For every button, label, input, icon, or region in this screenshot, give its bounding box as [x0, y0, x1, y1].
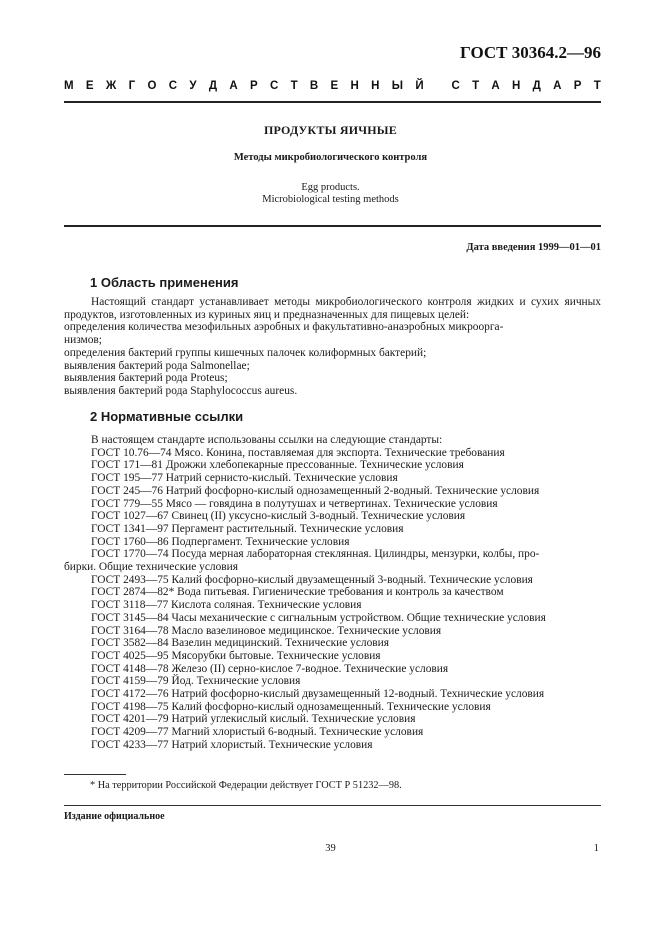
reference-item: ГОСТ 3582—84 Вазелин медицинский. Технические условия [91, 637, 389, 650]
banner-letter: Р [573, 80, 582, 92]
banner-letter: Т [290, 80, 298, 92]
document-title: ПРОДУКТЫ ЯИЧНЫЕ [264, 123, 397, 137]
sheet-number: 1 [593, 843, 599, 854]
banner-letter: С [168, 80, 178, 92]
section-1-item: определения бактерий группы кишечных палочек колиформных бактерий; [64, 346, 427, 359]
banner-letter: Ж [105, 80, 117, 92]
reference-item: ГОСТ 2874—82* Вода питьевая. Гигиенические требования и контроль за качеством [91, 586, 504, 599]
reference-item: ГОСТ 4209—77 Магний хлористый 6-водный. Технические условия [91, 726, 424, 739]
section-1-item: низмов; [64, 334, 102, 347]
document-subtitle: Методы микробиологического контроля [233, 152, 428, 163]
banner-letter: Е [85, 80, 94, 92]
reference-item: ГОСТ 3118—77 Кислота соляная. Технические условия [91, 599, 362, 612]
reference-item: ГОСТ 4201—79 Натрий углекислый кислый. Технические условия [91, 713, 416, 726]
footnote-rule [64, 774, 126, 775]
banner-letter: Д [208, 80, 218, 92]
banner-letter: Т [472, 80, 480, 92]
reference-item: ГОСТ 4148—78 Железо (II) серно-кислое 7-водное. Технические условия [91, 662, 449, 675]
banner-letter: Н [350, 80, 359, 92]
section-1-item: выявления бактерий рода Staphylococcus aureus. [64, 384, 298, 397]
reference-item-continuation: бирки. Общие технические условия [64, 561, 238, 574]
section-2-heading: 2 Нормативные ссылки [90, 409, 244, 424]
section-2-intro: В настоящем стандарте использованы ссылки на следующие стандарты: [91, 434, 443, 446]
reference-item: ГОСТ 3145—84 Часы механические с сигнальным устройством. Общие технические условия [91, 611, 546, 624]
reference-item: ГОСТ 3164—78 Масло вазелиновое медицинское. Технические условия [91, 624, 442, 637]
section-1-item: выявления бактерий рода Proteus; [64, 372, 228, 385]
banner-letter: Н [371, 80, 380, 92]
reference-item: ГОСТ 4172—76 Натрий фосфорно-кислый двузамещенный 12-водный. Технические условия [91, 688, 545, 701]
reference-item: ГОСТ 4159—79 Йод. Технические условия [91, 675, 301, 688]
banner-letter: Й [415, 80, 424, 92]
reference-item: ГОСТ 4198—75 Калий фосфорно-кислый однозамещенный. Технические условия [91, 700, 491, 713]
reference-item: ГОСТ 4025—95 Мясорубки бытовые. Технические условия [91, 649, 381, 662]
reference-item: ГОСТ 1760—86 Подпергамент. Технические условия [91, 535, 350, 548]
banner-letter: А [553, 80, 562, 92]
section-1-body [64, 296, 601, 398]
english-title-line-2: Microbiological testing methods [262, 194, 399, 205]
doc-code: ГОСТ 30364.2—96 [460, 43, 601, 62]
title-rule [64, 225, 601, 227]
section-1-item: определения количества мезофильных аэробных и факультативно-анаэробных микроорга- [64, 321, 504, 334]
banner-letter: Н [512, 80, 521, 92]
banner-letter: А [229, 80, 238, 92]
banner-letter [436, 80, 439, 92]
section-1-heading: 1 Область применения [90, 275, 239, 290]
normative-references-list [64, 434, 601, 752]
banner-letter: Е [330, 80, 339, 92]
banner-letter: С [451, 80, 460, 92]
top-rule [64, 101, 601, 103]
banner-letter: Р [249, 80, 258, 92]
reference-item: ГОСТ 1341—97 Пергамент растительный. Технические условия [91, 522, 404, 535]
interstate-standard-banner [64, 80, 601, 92]
edition-label: Издание официальное [64, 811, 165, 822]
footer-rule [64, 805, 601, 806]
reference-item: ГОСТ 10.76—74 Мясо. Конина, поставляемая для экспорта. Технические требования [91, 446, 505, 459]
banner-letter: Д [532, 80, 541, 92]
banner-letter: М [64, 80, 74, 92]
introduction-date: Дата введения 1999—01—01 [466, 242, 601, 253]
banner-letter: С [269, 80, 279, 92]
section-1-item: выявления бактерий рода Salmonellae; [64, 359, 250, 372]
reference-item: ГОСТ 4233—77 Натрий хлористый. Технические условия [91, 738, 373, 751]
reference-item: ГОСТ 779—55 Мясо — говядина в полутушах и четвертинах. Технические условия [91, 497, 498, 510]
banner-letter: В [309, 80, 319, 92]
reference-item: ГОСТ 1770—74 Посуда мерная лабораторная стеклянная. Цилиндры, мензурки, колбы, про- [91, 548, 540, 561]
banner-letter: А [491, 80, 500, 92]
reference-item: ГОСТ 2493—75 Калий фосфорно-кислый двузамещенный 3-водный. Технические условия [91, 573, 533, 586]
banner-letter: О [147, 80, 157, 92]
reference-item: ГОСТ 245—76 Натрий фосфорно-кислый однозамещенный 2-водный. Технические условия [91, 484, 540, 497]
section-1-intro: Настоящий стандарт устанавливает методы микробиологического контроля жидких и сухих яичных продуктов, изготовленных из куриных яиц и предназначенных для пищевых целей: [64, 296, 601, 321]
english-title [0, 182, 661, 206]
banner-letter: Т [593, 80, 601, 92]
banner-letter: Ы [391, 80, 404, 92]
english-title-line-1: Egg products. [301, 182, 360, 193]
reference-item: ГОСТ 1027—67 Свинец (II) уксусно-кислый 3-водный. Технические условия [91, 510, 466, 523]
banner-letter: У [189, 80, 197, 92]
reference-item: ГОСТ 195—77 Натрий сернисто-кислый. Технические условия [91, 472, 398, 485]
reference-item: ГОСТ 171—81 Дрожжи хлебопекарные прессованные. Технические условия [91, 459, 464, 472]
footnote: * На территории Российской Федерации действует ГОСТ Р 51232—98. [90, 780, 402, 791]
banner-letter: Г [128, 80, 136, 92]
page-number: 39 [325, 843, 336, 854]
